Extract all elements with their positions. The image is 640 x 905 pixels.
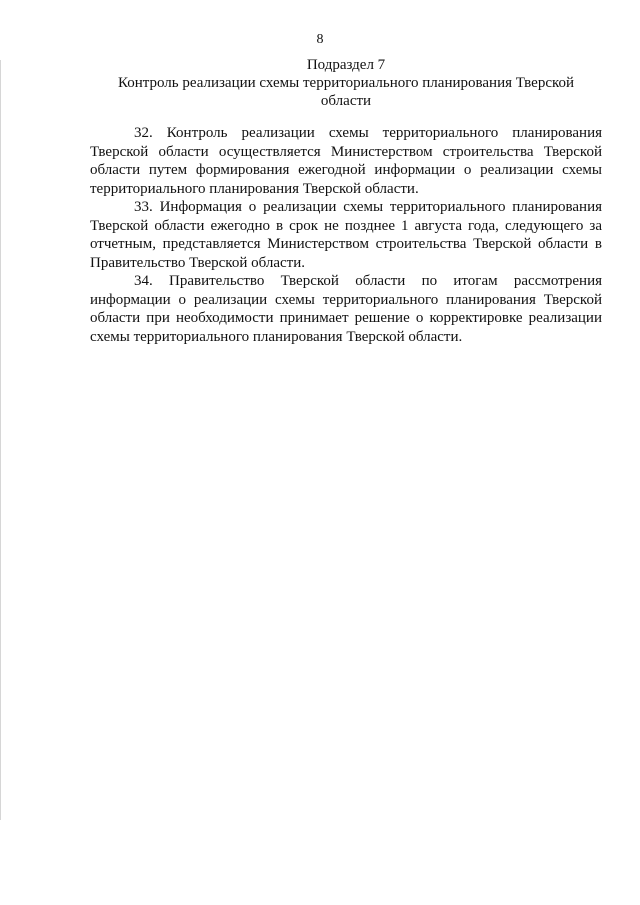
paragraph-32: 32. Контроль реализации схемы территориального планирования Тверской области осуществляется Министерством строительства Тверской области путем формирования ежегодной информации о реализации схемы территориального планирования Тверской области. <box>90 125 602 197</box>
section-title-line-2: области <box>320 93 372 109</box>
paragraph-33: 33. Информация о реализации схемы территориального планирования Тверской области ежегодно в срок не позднее 1 августа года, следующего за отчетным, представляется Министерством строительства Тверской области в Правительство Тверской области. <box>90 199 602 271</box>
scan-edge-line <box>0 60 1 820</box>
paragraph-34: 34. Правительство Тверской области по итогам рассмотрения информации о реализации схемы территориального планирования Тверской области при необходимости принимает решение о корректировке реализации схемы территориального планирования Тверской области. <box>90 273 602 345</box>
section-body <box>90 124 602 346</box>
section-label: Подраздел 7 <box>306 57 386 73</box>
section-heading <box>90 56 602 110</box>
page-number: 8 <box>316 32 324 47</box>
section-title-line-1: Контроль реализации схемы территориального планирования Тверской <box>117 75 575 91</box>
